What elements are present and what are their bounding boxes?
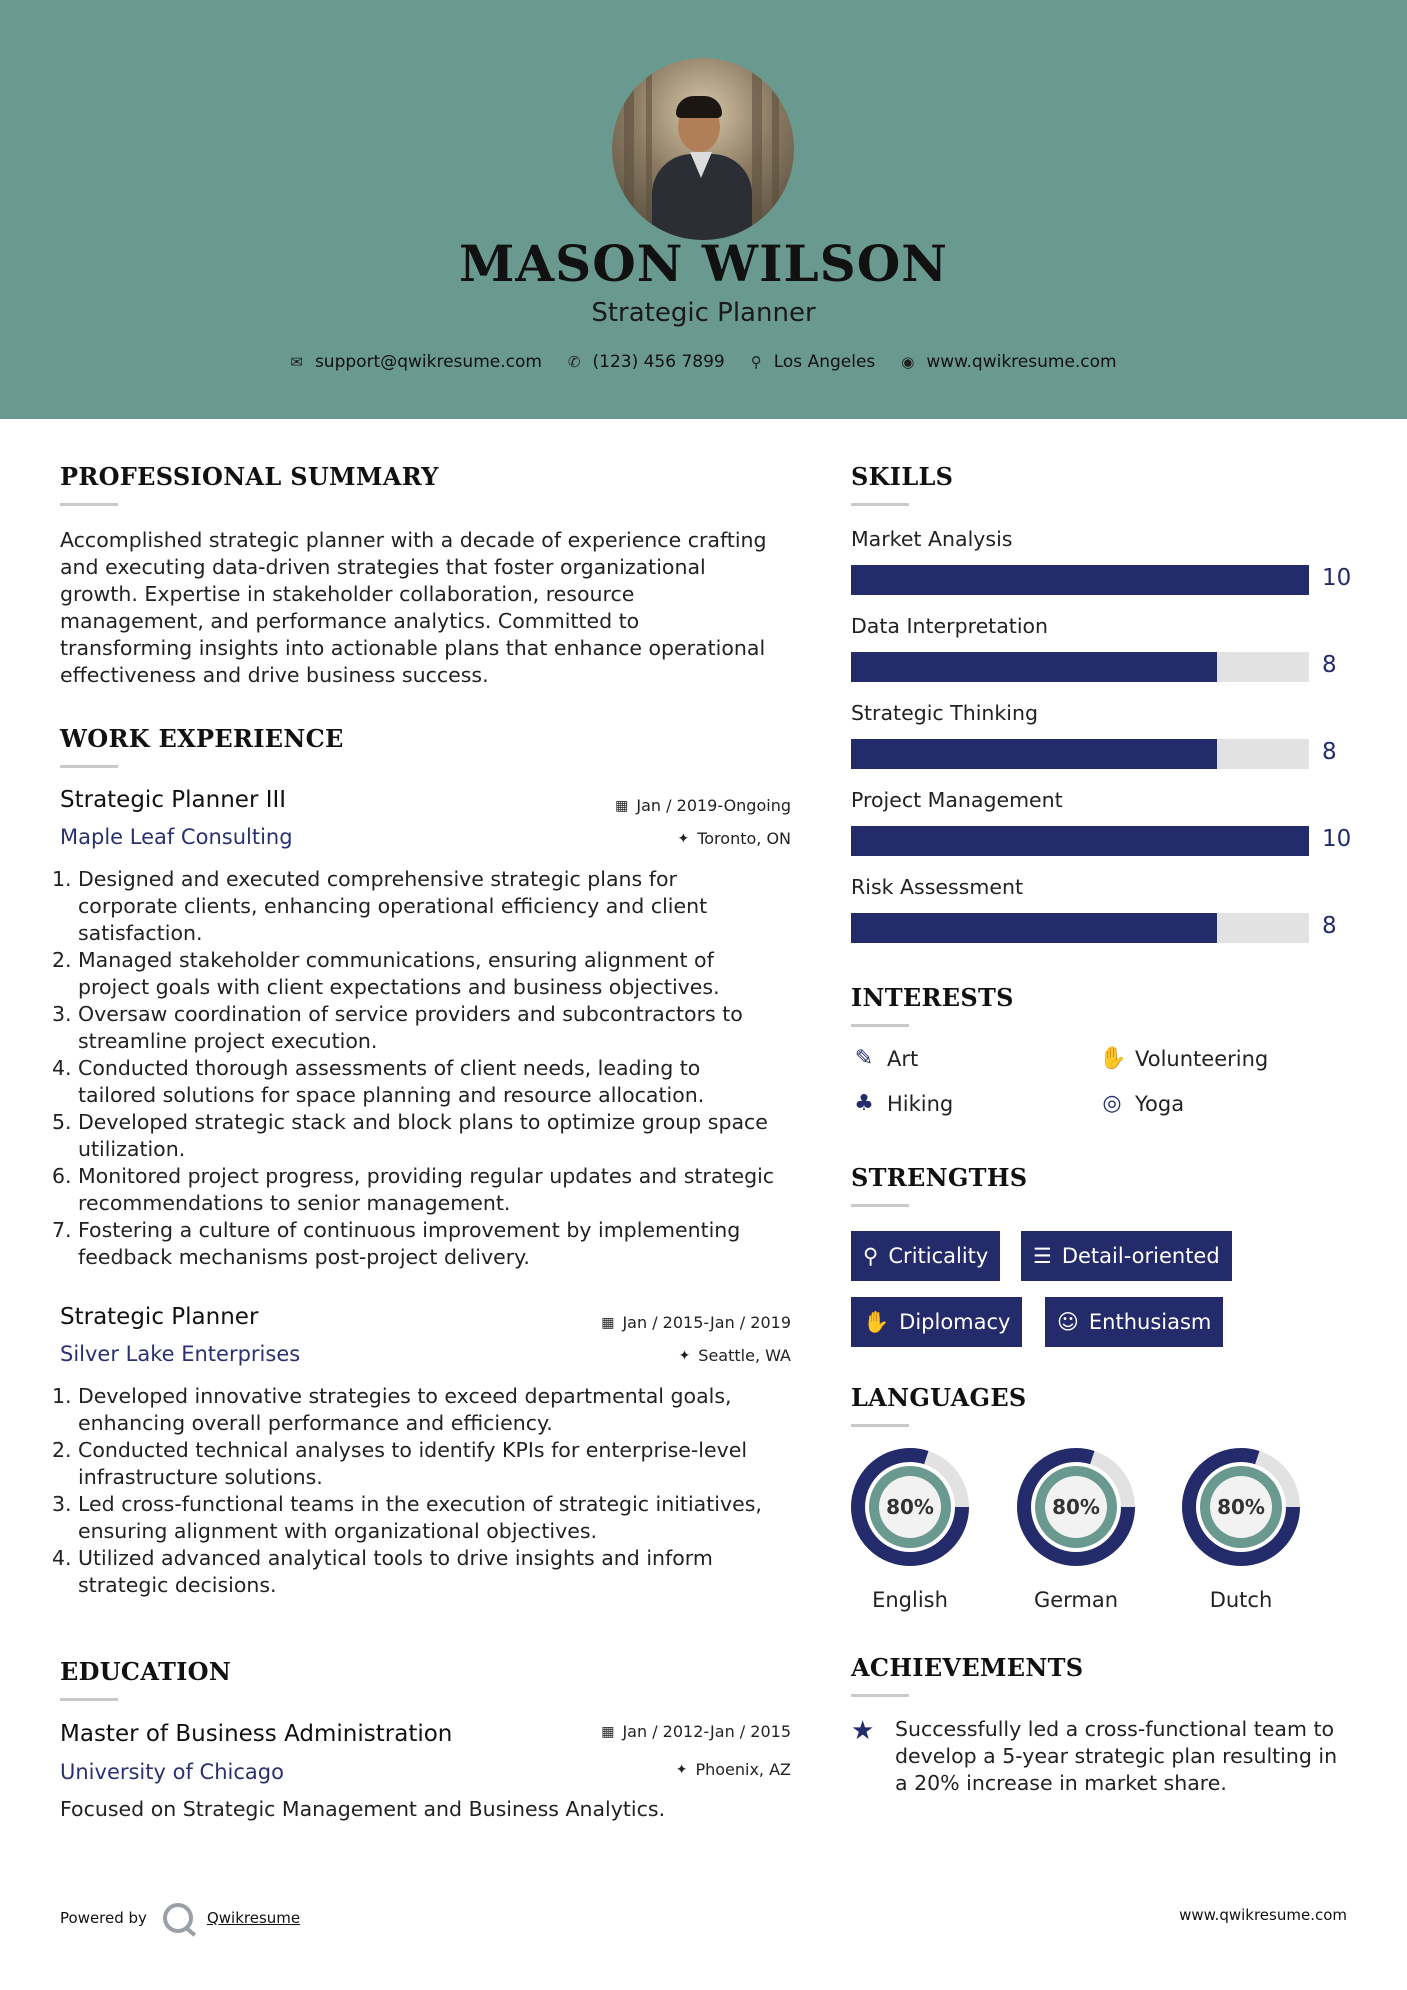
- interests-heading: INTERESTS: [851, 983, 1014, 1012]
- job-bullets: [52, 866, 803, 1271]
- language-name: German: [1033, 1588, 1119, 1612]
- skill-bar-track: [851, 739, 1309, 769]
- languages-underline: [851, 1424, 909, 1427]
- language-ring: [849, 1446, 971, 1568]
- summary-text: Accomplished strategic planner with a decade of experience crafting and executing data-driven strategies that foster organizational growth. Expertise in stakeholder collaboration, resource management, and performance analytics. Committed to transforming insights into actionable plans that enhance operational effectiveness and drive business success.: [60, 528, 767, 687]
- list-icon: ☰: [1033, 1244, 1052, 1268]
- strength-badge: ⚲ Criticality: [851, 1231, 1000, 1281]
- achievements-heading: ACHIEVEMENTS: [851, 1653, 1084, 1682]
- tree-icon: ♣: [854, 1091, 874, 1116]
- list-item: 3. Oversaw coordination of service providers and subcontractors to streamline project execution.: [52, 1002, 743, 1053]
- language-item: [849, 1446, 971, 1612]
- interest-item: ✎ Art: [851, 1046, 918, 1071]
- list-item: 2. Conducted technical analyses to identify KPIs for enterprise-level infrastructure solutions.: [52, 1438, 748, 1489]
- list-item: 4. Utilized advanced analytical tools to drive insights and inform strategic decisions.: [52, 1546, 713, 1597]
- job-company: Maple Leaf Consulting: [60, 825, 293, 849]
- job-location: ✦ Seattle, WA: [678, 1346, 791, 1365]
- contact-bar: [0, 352, 1407, 372]
- qwikresume-logo-icon: [163, 1903, 193, 1933]
- life-ring-icon: ◎: [1102, 1091, 1122, 1116]
- language-item: [1180, 1446, 1302, 1612]
- skill-bar-fill: [851, 565, 1309, 595]
- star-icon: ★: [851, 1716, 875, 1746]
- skill-bar-fill: [851, 739, 1217, 769]
- footer-url[interactable]: www.qwikresume.com: [1179, 1906, 1347, 1924]
- handshake-icon: ✋: [863, 1309, 890, 1334]
- strength-badge: ✋ Diplomacy: [851, 1297, 1022, 1347]
- language-item: [1015, 1446, 1137, 1612]
- skill-label: Market Analysis: [851, 527, 1013, 551]
- header-banner: [0, 0, 1407, 419]
- skill-label: Project Management: [851, 788, 1063, 812]
- skill-bar-fill: [851, 826, 1309, 856]
- strengths-heading: STRENGTHS: [851, 1163, 1028, 1192]
- language-level-label: 80%: [886, 1495, 934, 1519]
- list-item: 2. Managed stakeholder communications, ensuring alignment of project goals with client expectations and business objectives.: [52, 948, 720, 999]
- pin-icon: ✦: [678, 1347, 691, 1364]
- envelope-icon: ✉: [290, 353, 303, 371]
- education-description: Focused on Strategic Management and Business Analytics.: [60, 1797, 666, 1821]
- candidate-name: MASON WILSON: [459, 234, 948, 293]
- job-dates: ▦ Jan / 2015-Jan / 2019: [601, 1313, 791, 1332]
- phone-icon: ✆: [567, 353, 581, 371]
- skill-value: 8: [1322, 652, 1337, 678]
- job-dates: ▦ Jan / 2019-Ongoing: [615, 796, 791, 815]
- skill-label: Data Interpretation: [851, 614, 1049, 638]
- education-school: University of Chicago: [60, 1760, 284, 1784]
- job-bullets: [52, 1383, 803, 1599]
- skill-value: 8: [1322, 913, 1337, 939]
- candidate-title: Strategic Planner: [591, 298, 816, 328]
- list-item: 6. Monitored project progress, providing regular updates and strategic recommendations to senior management.: [52, 1164, 775, 1215]
- skill-value: 10: [1322, 826, 1352, 852]
- language-level-label: 80%: [1217, 1495, 1265, 1519]
- smile-icon: ☺: [1057, 1310, 1079, 1334]
- contact-website-text: www.qwikresume.com: [926, 352, 1117, 372]
- skill-bar-fill: [851, 913, 1217, 943]
- job-location: ✦ Toronto, ON: [677, 829, 791, 848]
- job-title: Strategic Planner: [60, 1304, 259, 1330]
- strength-badge: ☰ Detail-oriented: [1021, 1231, 1232, 1281]
- summary-underline: [60, 503, 118, 506]
- language-ring: [1180, 1446, 1302, 1568]
- education-dates: ▦ Jan / 2012-Jan / 2015: [601, 1722, 791, 1741]
- language-name: Dutch: [1209, 1588, 1273, 1612]
- skill-bar-track: [851, 652, 1309, 682]
- interest-item: ◎ Yoga: [1099, 1091, 1184, 1116]
- skill-bar-track: [851, 913, 1309, 943]
- profile-photo: [612, 58, 794, 240]
- list-item: 5. Developed strategic stack and block plans to optimize group space utilization.: [52, 1110, 768, 1161]
- education-heading: EDUCATION: [60, 1657, 232, 1686]
- contact-location-text: Los Angeles: [773, 352, 876, 372]
- calendar-icon: ▦: [615, 797, 629, 814]
- language-name: English: [872, 1588, 948, 1612]
- skill-value: 8: [1322, 739, 1337, 765]
- skill-bar-track: [851, 826, 1309, 856]
- contact-email[interactable]: [290, 352, 542, 372]
- language-level-label: 80%: [1052, 1495, 1100, 1519]
- contact-phone[interactable]: [568, 352, 725, 372]
- skills-underline: [851, 503, 909, 506]
- skill-label: Strategic Thinking: [851, 701, 1038, 725]
- skill-bar-track: [851, 565, 1309, 595]
- contact-phone-text: (123) 456 7899: [592, 352, 725, 372]
- handshake-icon: ✋: [1099, 1046, 1127, 1071]
- strength-badge: ☺ Enthusiasm: [1045, 1297, 1223, 1347]
- education-underline: [60, 1698, 118, 1701]
- experience-heading: WORK EXPERIENCE: [60, 724, 344, 753]
- pin-icon: ✦: [675, 1761, 688, 1778]
- experience-underline: [60, 765, 118, 768]
- globe-icon: ◉: [901, 353, 915, 371]
- list-item: 1. Developed innovative strategies to exceed departmental goals, enhancing overall performance and efficiency.: [52, 1384, 732, 1435]
- list-item: 3. Led cross-functional teams in the execution of strategic initiatives, ensuring alignment with organizational objectives.: [52, 1492, 762, 1543]
- interest-item: ✋ Volunteering: [1099, 1046, 1269, 1071]
- map-marker-icon: ⚲: [750, 353, 762, 371]
- interest-item: ♣ Hiking: [851, 1091, 953, 1116]
- achievement-text: Successfully led a cross-functional team to develop a 5-year strategic plan resulting in a 20% increase in market share.: [895, 1717, 1338, 1795]
- calendar-icon: ▦: [601, 1723, 615, 1740]
- job-title: Strategic Planner III: [60, 787, 287, 813]
- contact-website[interactable]: [901, 352, 1116, 372]
- education-location: ✦ Phoenix, AZ: [675, 1760, 791, 1779]
- list-item: 4. Conducted thorough assessments of client needs, leading to tailored solutions for space planning and resource allocation.: [52, 1056, 705, 1107]
- language-ring: [1015, 1446, 1137, 1568]
- pin-icon: ✦: [677, 830, 690, 847]
- summary-heading: PROFESSIONAL SUMMARY: [60, 462, 439, 491]
- languages-heading: LANGUAGES: [851, 1383, 1027, 1412]
- contact-email-text: support@qwikresume.com: [314, 352, 542, 372]
- list-item: 1. Designed and executed comprehensive strategic plans for corporate clients, enhancing operational efficiency and client satisfaction.: [52, 867, 708, 945]
- achievements-underline: [851, 1694, 909, 1697]
- job-company: Silver Lake Enterprises: [60, 1342, 301, 1366]
- strengths-underline: [851, 1204, 909, 1207]
- contact-location: [751, 352, 876, 372]
- skill-value: 10: [1322, 565, 1352, 591]
- search-icon: ⚲: [863, 1244, 879, 1268]
- footer-powered-by: Powered by Qwikresume: [60, 1903, 300, 1933]
- brand-link[interactable]: Qwikresume: [206, 1909, 301, 1927]
- education-degree: Master of Business Administration: [60, 1721, 453, 1747]
- calendar-icon: ▦: [601, 1314, 615, 1331]
- paintbrush-icon: ✎: [854, 1046, 874, 1071]
- skills-heading: SKILLS: [851, 462, 954, 491]
- list-item: 7. Fostering a culture of continuous improvement by implementing feedback mechanisms post-project delivery.: [52, 1218, 741, 1269]
- interests-underline: [851, 1024, 909, 1027]
- skill-label: Risk Assessment: [851, 875, 1023, 899]
- skill-bar-fill: [851, 652, 1217, 682]
